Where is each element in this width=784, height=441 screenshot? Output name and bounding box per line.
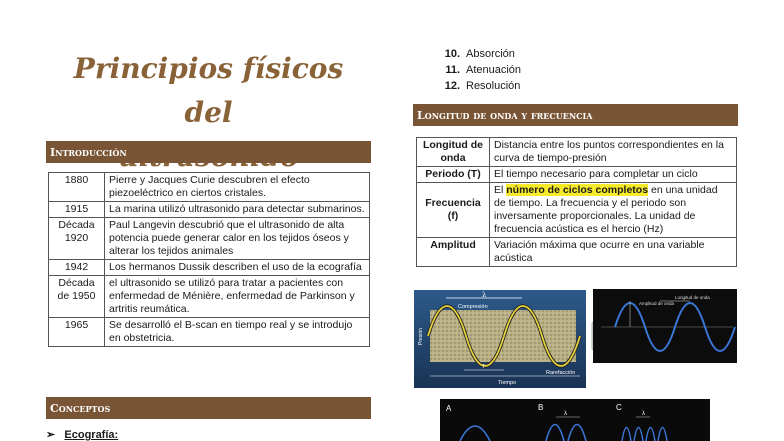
- section-header-wave: Longitud de onda y frecuencia: [413, 104, 738, 126]
- term-cell: Frecuencia (f): [417, 183, 490, 238]
- title-line-1: Principios físicos del: [73, 52, 344, 129]
- table-row: [49, 202, 370, 218]
- rarefaction-label: Rarefacción: [546, 370, 576, 376]
- history-text: Se desarrolló el B-scan en tiempo real y se introdujo en obstetricia.: [105, 318, 370, 347]
- history-year: 1942: [49, 260, 105, 276]
- history-text: el ultrasonido se utilizó para tratar a pacientes con enfermedad de Ménière, enfermedad de Parkinson y artritis reumática.: [105, 276, 370, 318]
- history-year: Década 1920: [49, 218, 105, 260]
- amplitude-label: Amplitud de onda: [639, 301, 675, 306]
- label-a: A: [446, 404, 452, 413]
- history-text: Paul Langevin descubrió que el ultrasonido de alta potencia puede generar calor en los tejidos óseos y alterar los tejidos animales: [105, 218, 370, 260]
- term-cell: Longitud de onda: [417, 138, 490, 167]
- section-header-intro: Introducción: [46, 141, 371, 163]
- table-row: [49, 218, 370, 260]
- bullet-text: Ecografía:: [64, 429, 119, 441]
- history-text: Pierre y Jacques Curie descubren el efecto piezoeléctrico en ciertos cristales.: [105, 173, 370, 202]
- wave-frequency-figure: [440, 399, 710, 441]
- highlight: número de ciclos completos: [506, 184, 649, 196]
- term-cell: Periodo (T): [417, 167, 490, 183]
- table-row: [417, 238, 737, 267]
- list-item: 10. Absorción: [444, 48, 515, 60]
- definition-cell: El número de ciclos completos en una unidad de tiempo. La frecuencia y el periodo son inversamente proporcionales. La unidad de frecuencia acústica es el hercio (Hz): [490, 183, 737, 238]
- label-c: C: [616, 403, 622, 412]
- arrow-bullet-icon: ➢: [46, 429, 56, 441]
- bullet-item: [46, 428, 118, 441]
- lambda-label-c: λ: [642, 411, 645, 417]
- history-year: 1965: [49, 318, 105, 347]
- compression-label: Compresión: [458, 304, 488, 310]
- term-cell: Amplitud: [417, 238, 490, 267]
- list-item: 12. Resolución: [444, 80, 521, 92]
- wavelength-label: Longitud de onda: [675, 295, 710, 300]
- history-text: La marina utilizó ultrasonido para detectar submarinos.: [105, 202, 370, 218]
- table-row: [49, 276, 370, 318]
- lambda-label: λ: [482, 291, 487, 299]
- definitions-table: [416, 137, 737, 267]
- history-year: 1880: [49, 173, 105, 202]
- history-year: Década de 1950: [49, 276, 105, 318]
- section-header-concepts: Conceptos: [46, 397, 371, 419]
- table-row: [49, 260, 370, 276]
- table-row: [417, 138, 737, 167]
- table-row: [49, 318, 370, 347]
- wave-amplitude-figure: [593, 289, 737, 363]
- time-label: Tiempo: [498, 380, 517, 386]
- definition-cell: Variación máxima que ocurre en una variable acústica: [490, 238, 737, 267]
- lambda-label-b: λ: [564, 411, 567, 417]
- list-item: 11. Atenuación: [445, 64, 522, 76]
- definition-cell: Distancia entre los puntos correspondientes en la curva de tiempo-presión: [490, 138, 737, 167]
- definition-cell: El tiempo necesario para completar un ciclo: [490, 167, 737, 183]
- pressure-label: Presión: [418, 328, 424, 345]
- history-text: Los hermanos Dussik describen el uso de la ecografía: [105, 260, 370, 276]
- history-year: 1915: [49, 202, 105, 218]
- table-row: [49, 173, 370, 202]
- wave-compression-figure: [414, 290, 586, 388]
- period-label: T: [482, 364, 486, 370]
- history-table: [48, 172, 370, 347]
- numbered-list: [432, 46, 521, 94]
- table-row: [417, 183, 737, 238]
- label-b: B: [538, 403, 544, 412]
- table-row: [417, 167, 737, 183]
